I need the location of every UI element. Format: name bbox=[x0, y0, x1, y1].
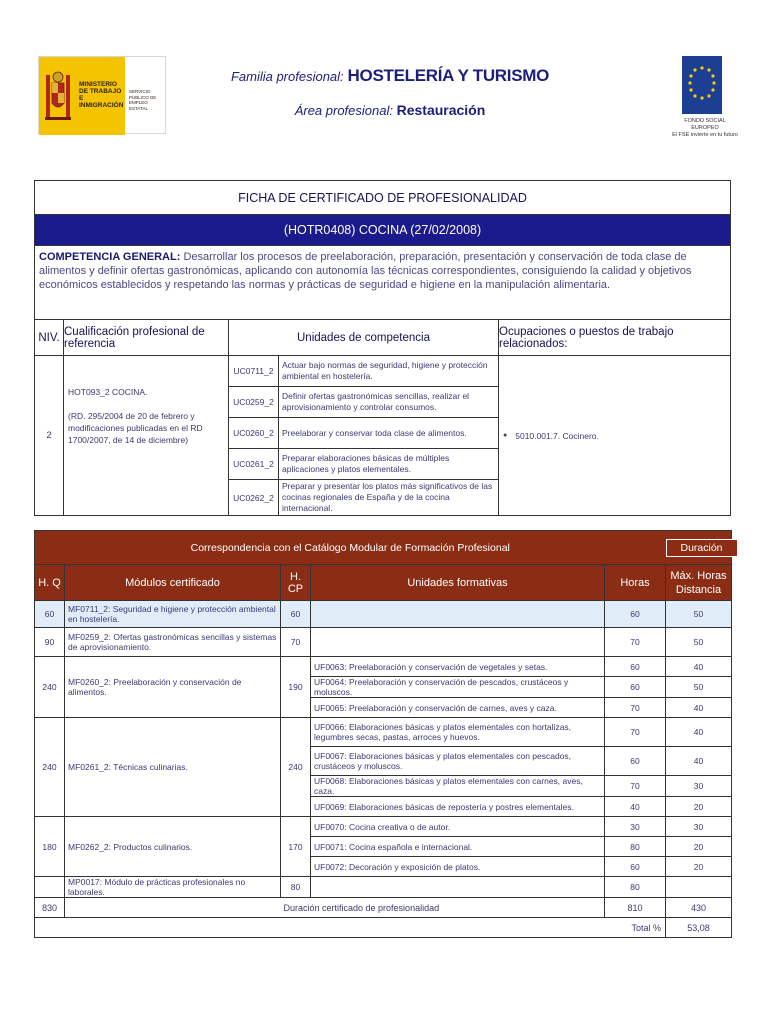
modular-table bbox=[34, 530, 732, 938]
hcp-cell: 70 bbox=[281, 628, 311, 657]
bullet-icon: ● bbox=[503, 432, 508, 439]
uf-cell: UF0072: Decoración y exposición de platos. bbox=[311, 857, 605, 877]
hcp-cell: 60 bbox=[281, 601, 311, 628]
header-horas: Horas bbox=[605, 565, 666, 601]
horas-cell: 60 bbox=[605, 601, 666, 628]
max-cell: 50 bbox=[666, 677, 732, 698]
hq-cell: 240 bbox=[35, 657, 65, 718]
header-modulos: Módulos certificado bbox=[65, 565, 281, 601]
total-spacer bbox=[65, 898, 281, 918]
header-unidades-formativas: Unidades formativas bbox=[311, 565, 605, 601]
competencia-label: COMPETENCIA GENERAL: bbox=[39, 251, 181, 263]
hq-cell: 60 bbox=[35, 601, 65, 628]
familia-label: Familia profesional: bbox=[230, 69, 344, 84]
header-unidades-competencia: Unidades de competencia bbox=[229, 320, 499, 355]
table-row bbox=[35, 601, 732, 628]
total-hq: 830 bbox=[35, 898, 65, 918]
header-hcp: H. CP bbox=[281, 565, 311, 601]
table-row bbox=[35, 817, 732, 837]
ficha-title: FICHA DE CERTIFICADO DE PROFESIONALIDAD bbox=[35, 181, 730, 215]
horas-cell: 60 bbox=[605, 857, 666, 877]
familia-profesional bbox=[230, 66, 550, 86]
ocupacion-cell bbox=[499, 356, 730, 515]
modulo-cell: MF0262_2: Productos culinarios. bbox=[65, 817, 281, 877]
horas-cell: 80 bbox=[605, 837, 666, 857]
area-profesional bbox=[230, 102, 550, 118]
eu-fund-slogan: El FSE invierte en tu futuro bbox=[672, 132, 738, 138]
units-list bbox=[229, 356, 499, 515]
hq-cell: 180 bbox=[35, 817, 65, 877]
header-max-horas: Máx. Horas Distancia bbox=[666, 565, 732, 601]
unit-description: Definir ofertas gastronómicas sencillas, realizar el aprovisionamiento y controlar consumos. bbox=[282, 391, 470, 412]
coat-of-arms-icon bbox=[45, 67, 71, 125]
uf-cell bbox=[311, 601, 605, 628]
percent-value: 53,08 bbox=[666, 918, 732, 938]
header-niv: NIV. bbox=[35, 320, 64, 355]
uf-cell: UF0064: Preelaboración y conservación de pescados, crustáceos y moluscos. bbox=[311, 677, 605, 698]
horas-cell: 60 bbox=[605, 677, 666, 698]
max-cell: 20 bbox=[666, 797, 732, 817]
total-row bbox=[35, 898, 732, 918]
certificate-code: (HOTR0408) COCINA (27/02/2008) bbox=[35, 215, 730, 246]
table-row bbox=[35, 877, 732, 898]
ministry-name: MINISTERIO DE TRABAJO E INMIGRACIÓN bbox=[79, 81, 124, 109]
cualificacion-cell bbox=[64, 356, 229, 515]
header-hq: H. Q bbox=[35, 565, 65, 601]
unit-description: Actuar bajo normas de seguridad, higiene y protección ambiental en hostelería. bbox=[282, 360, 488, 381]
duracion-label: Duración bbox=[666, 539, 738, 557]
uf-cell bbox=[311, 628, 605, 657]
competencia-text: Desarrollar los procesos de preelaboración, preparación, presentación y conservación de toda clase de alimentos y definir ofertas gastronómicas, aplicando con autonomía las técnicas correspondientes, consiguiendo la calidad y objetivos económicos establecidos y respetando las normas y prácticas de seguridad e higiene en la manipulación alimentaria. bbox=[39, 251, 692, 291]
horas-cell: 60 bbox=[605, 747, 666, 776]
eu-caption bbox=[670, 118, 740, 139]
eu-logo bbox=[670, 54, 738, 140]
uf-cell bbox=[311, 877, 605, 898]
modulo-cell: MF0261_2: Técnicas culinarias. bbox=[65, 718, 281, 817]
percent-label: Total % bbox=[35, 918, 666, 938]
unit-code: UC0260_2 bbox=[229, 418, 279, 448]
unit-code: UC0262_2 bbox=[229, 480, 279, 515]
max-cell: 50 bbox=[666, 628, 732, 657]
modulo-cell: MF0259_2: Ofertas gastronómicas sencillas y sistemas de aprovisionamiento. bbox=[65, 628, 281, 657]
max-cell: 20 bbox=[666, 837, 732, 857]
table-row bbox=[35, 718, 732, 747]
qualification-body bbox=[35, 356, 730, 515]
total-horas: 810 bbox=[605, 898, 666, 918]
horas-cell: 70 bbox=[605, 628, 666, 657]
horas-cell: 70 bbox=[605, 698, 666, 718]
total-label: Duración certificado de profesionalidad bbox=[281, 898, 605, 918]
uf-cell: UF0069: Elaboraciones básicas de repostería y postres elementales. bbox=[311, 797, 605, 817]
ocupacion-value: 5010.001.7. Cocinero. bbox=[515, 430, 599, 441]
hq-cell: 90 bbox=[35, 628, 65, 657]
eu-fund-name: FONDO SOCIAL EUROPEO bbox=[684, 118, 726, 131]
horas-cell: 70 bbox=[605, 718, 666, 747]
familia-value: HOSTELERÍA Y TURISMO bbox=[347, 66, 550, 85]
hcp-cell: 240 bbox=[281, 718, 311, 817]
horas-cell: 70 bbox=[605, 776, 666, 797]
modulo-cell: MP0017: Módulo de prácticas profesionales no laborales. bbox=[65, 877, 281, 898]
uf-cell: UF0071: Cocina española e internacional. bbox=[311, 837, 605, 857]
unit-row bbox=[229, 418, 498, 449]
modulo-cell: MF0260_2: Preelaboración y conservación de alimentos. bbox=[65, 657, 281, 718]
max-cell: 40 bbox=[666, 657, 732, 677]
max-cell: 50 bbox=[666, 601, 732, 628]
hcp-cell: 170 bbox=[281, 817, 311, 877]
uf-cell: UF0066: Elaboraciones básicas y platos elementales con hortalizas, legumbres secas, pastas, arroces y huevos. bbox=[311, 718, 605, 747]
table-row bbox=[35, 628, 732, 657]
unit-code: UC0261_2 bbox=[229, 449, 279, 479]
eu-flag-icon bbox=[682, 56, 722, 114]
unit-description: Preelaborar y conservar toda clase de alimentos. bbox=[282, 427, 467, 438]
unit-row bbox=[229, 387, 498, 418]
competencia-general bbox=[35, 246, 730, 320]
modular-title-row bbox=[35, 531, 732, 565]
max-cell: 20 bbox=[666, 857, 732, 877]
unit-code: UC0259_2 bbox=[229, 387, 279, 417]
hcp-cell: 190 bbox=[281, 657, 311, 718]
header-ocupaciones: Ocupaciones o puestos de trabajo relacionados: bbox=[499, 325, 674, 350]
hq-cell: 240 bbox=[35, 718, 65, 817]
horas-cell: 60 bbox=[605, 657, 666, 677]
horas-cell: 40 bbox=[605, 797, 666, 817]
uf-cell: UF0068: Elaboraciones básicas y platos elementales con carnes, aves, caza. bbox=[311, 776, 605, 797]
header-cualificacion: Cualificación profesional de referencia bbox=[64, 320, 229, 355]
max-cell: 30 bbox=[666, 776, 732, 797]
modulo-cell: MF0711_2: Seguridad e higiene y protección ambiental en hostelería. bbox=[65, 601, 281, 628]
max-cell: 40 bbox=[666, 718, 732, 747]
unit-row bbox=[229, 480, 498, 515]
max-cell: 30 bbox=[666, 817, 732, 837]
max-cell bbox=[666, 877, 732, 898]
cualificacion-reference: (RD. 295/2004 de 20 de febrero y modificaciones publicadas en el RD 1700/2007, de 14 de diciembre) bbox=[68, 411, 203, 445]
hcp-cell: 80 bbox=[281, 877, 311, 898]
duracion-cell bbox=[666, 531, 732, 565]
modular-header-row bbox=[35, 565, 732, 601]
horas-cell: 30 bbox=[605, 817, 666, 837]
uf-cell: UF0063: Preelaboración y conservación de vegetales y setas. bbox=[311, 657, 605, 677]
ministry-logo bbox=[38, 56, 166, 134]
unit-row bbox=[229, 449, 498, 480]
cualificacion-code: HOT093_2 COCINA. bbox=[68, 387, 148, 397]
table-row bbox=[35, 657, 732, 677]
area-label: Área profesional: bbox=[294, 103, 393, 118]
modular-title: Correspondencia con el Catálogo Modular de Formación Profesional bbox=[35, 531, 666, 565]
percent-row bbox=[35, 918, 732, 938]
sepe-name: SERVICIO PÚBLICO DE EMPLEO ESTATAL bbox=[129, 89, 157, 111]
uf-cell: UF0065: Preelaboración y conservación de carnes, aves y caza. bbox=[311, 698, 605, 718]
unit-description: Preparar elaboraciones básicas de múltiples aplicaciones y platos elementales. bbox=[282, 453, 450, 474]
total-max: 430 bbox=[666, 898, 732, 918]
qualification-header-row bbox=[35, 320, 730, 356]
ficha-certificado bbox=[34, 180, 731, 516]
unit-code: UC0711_2 bbox=[229, 356, 279, 386]
unit-row bbox=[229, 356, 498, 387]
max-cell: 40 bbox=[666, 747, 732, 776]
horas-cell: 80 bbox=[605, 877, 666, 898]
hq-cell bbox=[35, 877, 65, 898]
max-cell: 40 bbox=[666, 698, 732, 718]
uf-cell: UF0067: Elaboraciones básicas y platos elementales con pescados, crustáceos y moluscos. bbox=[311, 747, 605, 776]
nivel-value: 2 bbox=[35, 356, 64, 515]
uf-cell: UF0070: Cocina creativa o de autor. bbox=[311, 817, 605, 837]
area-value: Restauración bbox=[396, 102, 486, 118]
unit-description: Preparar y presentar los platos más significativos de las cocinas regionales de España y de la cocina internacional. bbox=[282, 481, 493, 513]
